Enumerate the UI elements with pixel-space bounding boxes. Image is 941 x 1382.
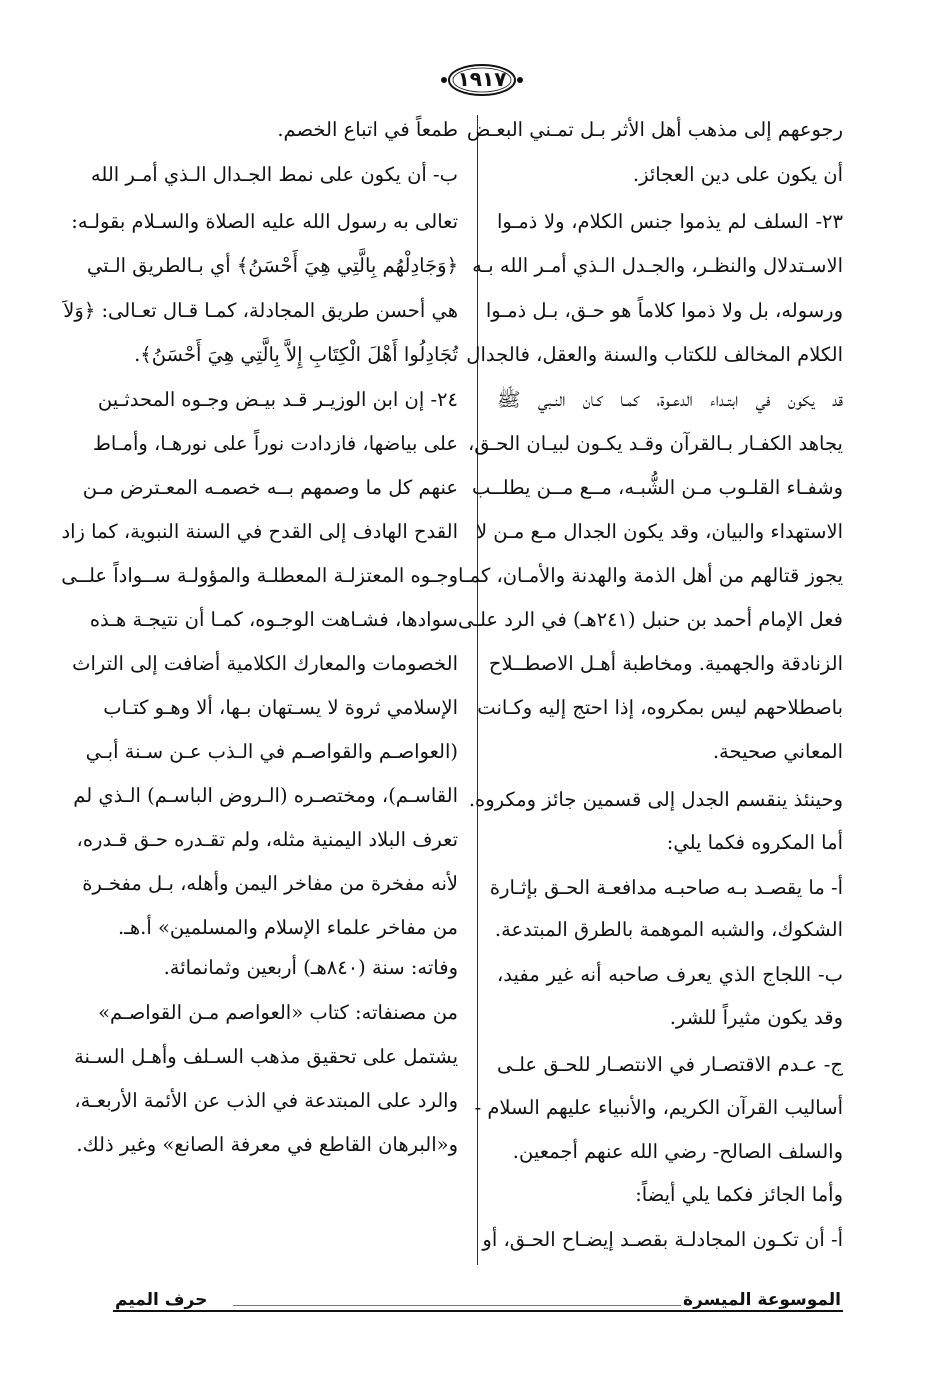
- text-line: أ- أن تكـون المجادلـة بقصـد إيضـاح الحـق، أو: [482, 1228, 843, 1251]
- text-line: تعالى به رسول الله عليه الصلاة والسـلام بقولـه:: [71, 210, 458, 233]
- text-line: قد يكون في ابتـداء الدعـوة، كمـا كـان النـبي ﷺ: [497, 388, 843, 411]
- text-line: والرد على المبتدعة في الذب عن الأئمة الأربعـة،: [74, 1089, 458, 1112]
- text-line: يشتمل على تحقيق مذهب السـلف وأهـل السـنة: [74, 1045, 458, 1068]
- footer: [113, 1290, 843, 1320]
- text-line: وقد يكون مثيراً للشر.: [669, 1006, 843, 1029]
- text-line: الاسـتدلال والنظـر، والجـدل الـذي أمـر الله بـه: [472, 254, 843, 277]
- text-line: هي أحسن طريق المجادلة، كمـا قـال تعـالى: ﴿وَلاَ: [63, 299, 458, 322]
- text-line: (العواصـم والقواصـم في الـذب عـن سـنة أبـي: [85, 740, 458, 763]
- text-line: تعرف البلاد اليمنية مثله، ولم تقـدره حـق قـدره،: [76, 828, 458, 851]
- text-line: ج- عـدم الاقتصـار في الانتصـار للحـق علـى: [497, 1053, 843, 1076]
- text-line: باصطلاحهم ليس بمكروه، إذا احتج إليه وكـانت: [477, 696, 843, 719]
- footer-rule-thin: [233, 1305, 703, 1306]
- text-line: و«البرهان القاطع في معرفة الصانع» وغير ذلك.: [76, 1133, 458, 1156]
- text-line: ب- اللجاج الذي يعرف صاحبه أنه غير مفيد،: [497, 963, 843, 986]
- text-line: من مفاخر علماء الإسلام والمسلمين» أ.هـ.: [117, 916, 458, 939]
- footer-rule: [113, 1310, 843, 1312]
- text-line: الزنادقة والجهمية. ومخاطبة أهـل الاصطــلاح: [488, 652, 843, 675]
- text-line: وفاته: سنة (٨٤٠هـ) أربعين وثمانمائة.: [163, 956, 458, 979]
- text-line: أ- ما يقصـد بـه صاحبـه مدافعـة الحـق بإثـارة: [489, 876, 843, 899]
- text-line: وأما الجائز فكما يلي أيضاً:: [635, 1183, 843, 1206]
- text-line: المعاني صحيحة.: [712, 740, 843, 763]
- text-line: فعل الإمام أحمد بن حنبل (٢٤١هـ) في الرد علـى: [457, 608, 843, 631]
- text-line: سوادها، فشـاهت الوجـوه، كمـا أن نتيجـة هـذه: [89, 608, 458, 631]
- text-line: طمعاً في اتباع الخصم.: [277, 118, 458, 141]
- text-line: ب- أن يكون على نمط الجـدال الـذي أمـر الله: [90, 163, 458, 186]
- footer-book-title: الموسوعة الميسرة: [683, 1290, 841, 1310]
- text-line: الاستهداء والبيان، وقد يكون الجدال مـع مـن لا: [475, 520, 843, 543]
- text-line: تُجَادِلُوا أَهْلَ الْكِتَابِ إِلاَّ بِالَّتِي هِيَ أَحْسَنُ﴾.: [134, 343, 458, 366]
- text-line: عنهم كل ما وصمهم بــه خصمـه المعـترض مـن: [82, 476, 458, 499]
- text-line: الخصومات والمعارك الكلامية أضافت إلى التراث: [72, 652, 458, 675]
- text-line: وجـوه المعتزلـة المعطلـة والمؤولـة ســواداً علــى: [61, 564, 458, 587]
- text-line: وشفـاء القلـوب مـن الشُّبـه، مــع مــن يطلــب: [472, 476, 843, 499]
- page-number-badge: [437, 60, 527, 100]
- text-line: لأنه مفخرة من مفاخر اليمن وأهله، بـل مفخـرة: [82, 872, 458, 895]
- text-line: وحينئذ ينقسم الجدل إلى قسمين جائز ومكروه.: [468, 788, 843, 811]
- text-line: من مصنفاته: كتاب «العواصم مـن القواصـم»: [98, 1001, 458, 1024]
- text-line: ورسوله، بل ولا ذموا كلاماً هو حـق، بـل ذمـوا: [485, 299, 843, 322]
- text-line: الشكوك، والشبه الموهمة بالطرق المبتدعة.: [494, 918, 843, 941]
- text-line: القدح الهادف إلى القدح في السنة النبوية، كما زاد: [61, 520, 458, 543]
- text-line: على بياضها، فازدادت نوراً على نورهـا، وأمـاط: [92, 432, 458, 455]
- text-line: ﴿وَجَادِلْهُم بِالَّتِي هِيَ أَحْسَنُ﴾ أي بـالطريق الـتي: [86, 254, 458, 277]
- text-line: ٢٤- إن ابن الوزيـر قـد بيـض وجـوه المحدثـين: [97, 388, 458, 411]
- text-line: والسلف الصالح- رضي الله عنهم أجمعين.: [512, 1140, 843, 1163]
- text-line: الكلام المخالف للكتاب والسنة والعقل، فالجدال: [466, 343, 843, 366]
- footer-section: حرف الميم: [115, 1290, 208, 1310]
- text-line: الإسلامي ثروة لا يسـتهان بـها، ألا وهـو كتـاب: [103, 696, 458, 719]
- text-line: أن يكون على دين العجائز.: [632, 163, 843, 186]
- text-line: أما المكروه فكما يلي:: [666, 831, 843, 854]
- text-line: ٢٣- السلف لم يذموا جنس الكلام، ولا ذمـوا: [497, 210, 843, 233]
- page-number: ١٩١٧: [457, 67, 507, 91]
- text-line: يجوز قتالهم من أهل الذمة والهدنة والأمـان، كمـا: [458, 564, 843, 587]
- text-line: رجوعهم إلى مذهب أهل الأثر بـل تمـني البعـض: [466, 118, 843, 141]
- text-line: أساليب القرآن الكريم، والأنبياء عليهم السلام -: [474, 1096, 843, 1119]
- text-line: القاسـم)، ومختصـره (الـروض الباسـم) الـذي لم: [73, 784, 458, 807]
- text-line: يجاهد الكفـار بـالقرآن وقـد يكـون لبيـان الحـق،: [467, 432, 843, 455]
